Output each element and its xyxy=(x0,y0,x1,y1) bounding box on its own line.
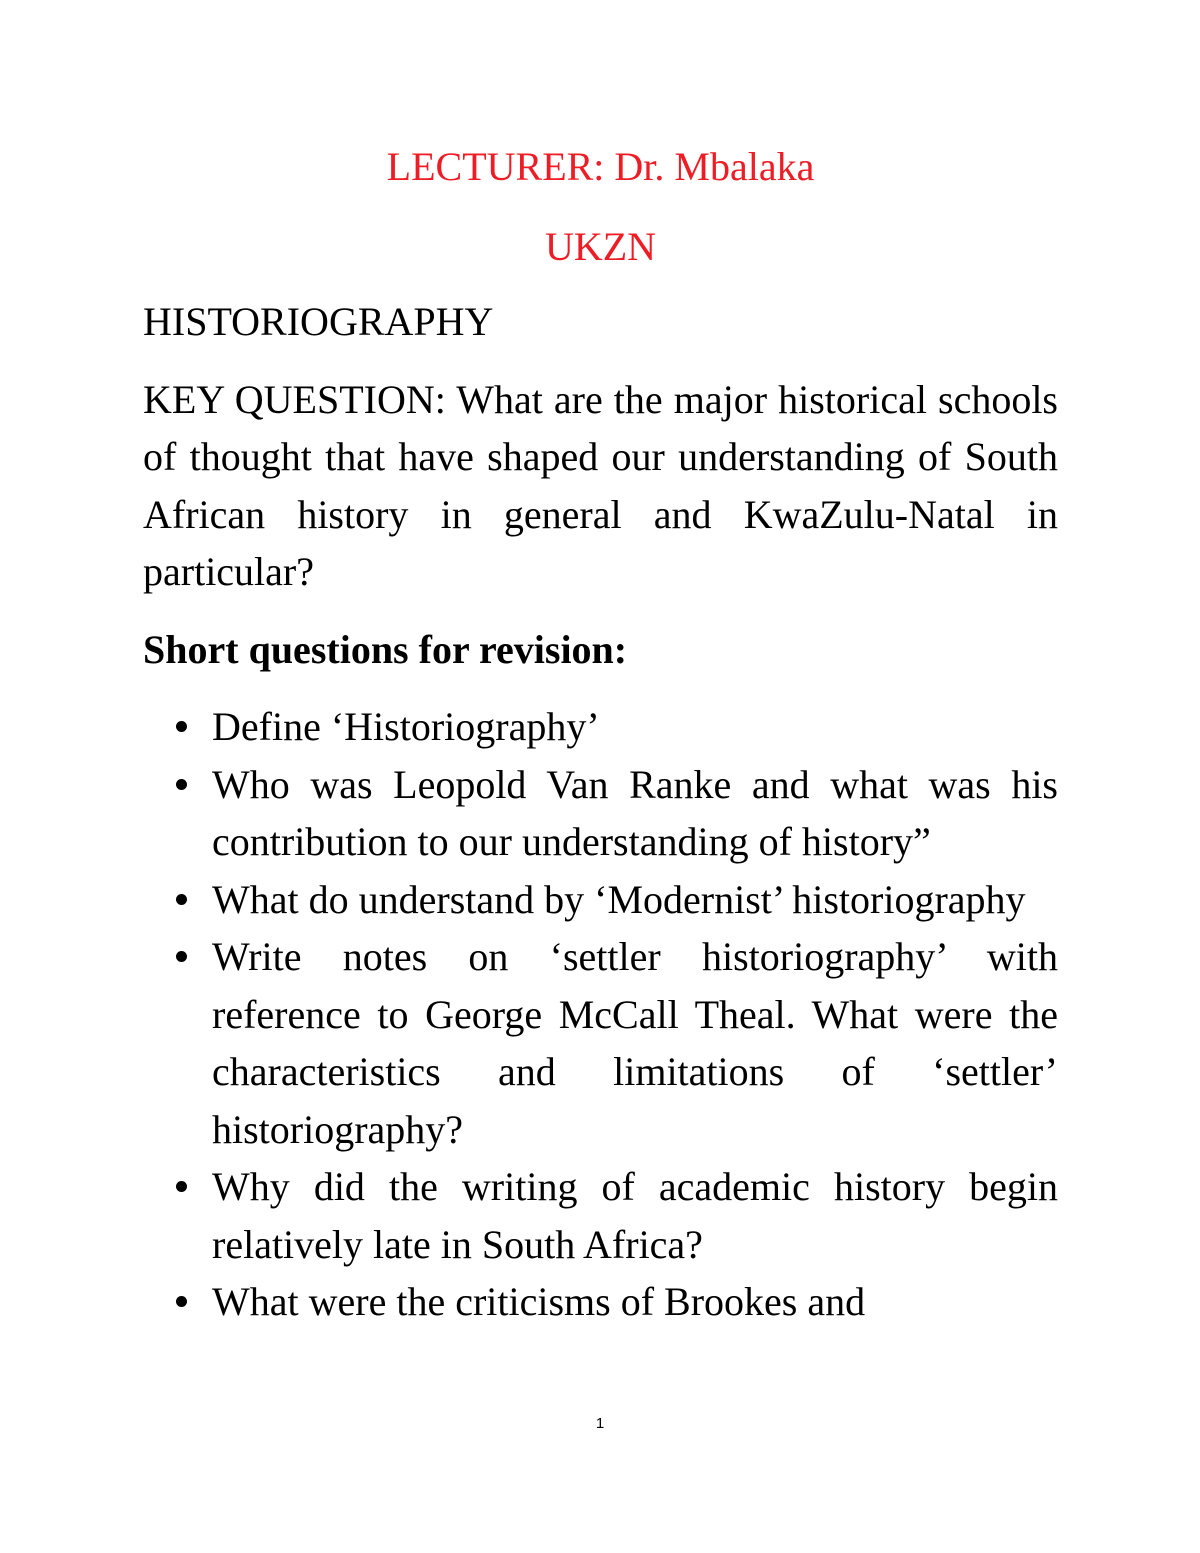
bullet-icon xyxy=(176,951,187,962)
bullet-icon xyxy=(176,779,187,790)
bullet-icon xyxy=(176,1181,187,1192)
revision-question xyxy=(143,1158,1058,1273)
page-content xyxy=(143,138,1058,1331)
revision-question-text: Who was Leopold Van Ranke and what was his contribution to our understanding of history” xyxy=(212,761,1058,864)
revision-question-text: Define ‘Historiography’ xyxy=(212,704,600,749)
revision-question-text: What do understand by ‘Modernist’ historiography xyxy=(212,876,1026,922)
institution-line: UKZN xyxy=(544,223,657,269)
bullet-icon xyxy=(176,721,187,732)
document-title: HISTORIOGRAPHY xyxy=(143,299,494,344)
bullet-icon xyxy=(176,1296,187,1307)
revision-question xyxy=(143,928,1058,1158)
revision-question-text: Why did the writing of academic history begin relatively late in South Africa? xyxy=(212,1164,1058,1267)
revision-question-list xyxy=(143,698,1058,1331)
revision-question xyxy=(143,871,1058,929)
revision-question-text: What were the criticisms of Brookes and xyxy=(212,1279,866,1324)
revision-question xyxy=(143,698,1058,756)
bullet-icon xyxy=(176,894,187,905)
page-number: 1 xyxy=(595,1415,605,1432)
lecturer-line: LECTURER: Dr. Mbalaka xyxy=(386,144,815,189)
key-question-text: What are the major historical schools of thought that have shaped our understanding of South African history in general and KwaZulu-Natal in particular? xyxy=(143,376,1059,594)
revision-heading: Short questions for revision: xyxy=(143,626,628,672)
key-question xyxy=(143,371,1058,601)
revision-question xyxy=(143,756,1058,871)
revision-question-text: Write notes on ‘settler historiography’ with reference to George McCall Theal. What were the characteristics and limitations of ‘settler’ historiography? xyxy=(212,934,1058,1152)
key-question-label: KEY QUESTION: xyxy=(143,376,446,422)
revision-question xyxy=(143,1273,1058,1331)
